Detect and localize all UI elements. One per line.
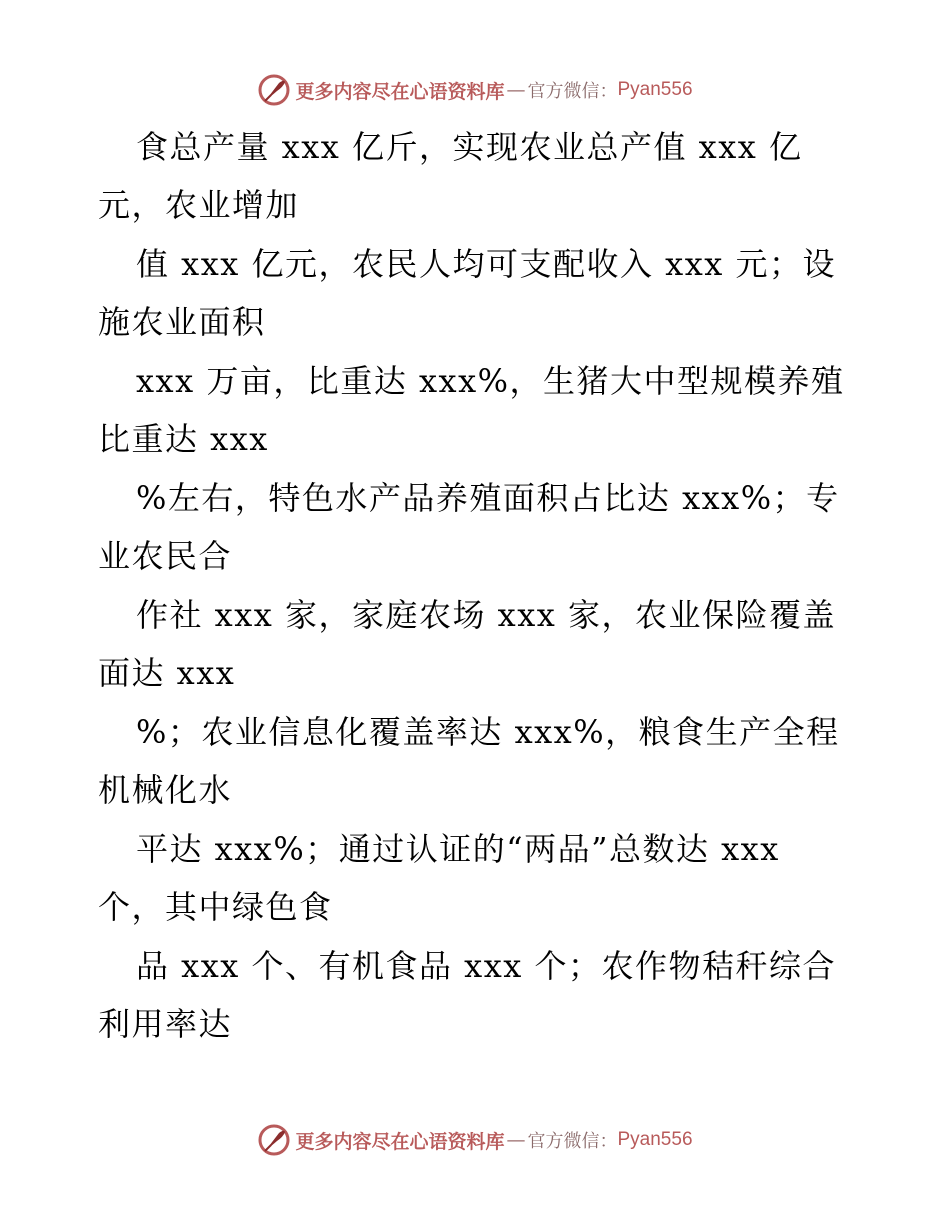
body-line: 机械化水 <box>98 771 233 809</box>
banner-wechat-label: 官方微信： <box>527 1131 618 1152</box>
body-line: 个，其中绿色食 <box>98 888 333 926</box>
body-line: 食总产量 xxx 亿斤，实现农业总产值 xxx 亿 <box>136 128 803 166</box>
body-line: %；农业信息化覆盖率达 xxx%，粮食生产全程 <box>136 713 840 751</box>
feather-quill-circle-icon <box>257 1123 291 1157</box>
banner-dash: — <box>506 79 526 101</box>
banner-wechat-label: 官方微信： <box>527 81 618 102</box>
header-watermark-banner <box>0 70 950 110</box>
banner-wechat-id: Pyan556 <box>617 79 693 100</box>
body-line: 比重达 xxx <box>98 420 269 458</box>
body-line: 面达 xxx <box>98 654 236 692</box>
banner-dash: — <box>506 1129 526 1151</box>
banner-wechat-id: Pyan556 <box>617 1129 693 1150</box>
feather-quill-circle-icon <box>257 73 291 107</box>
footer-watermark-banner <box>0 1120 950 1160</box>
body-line: 施农业面积 <box>98 303 266 341</box>
banner-title: 更多内容尽在心语资料库 <box>295 1130 505 1153</box>
body-line: %左右，特色水产品养殖面积占比达 xxx%；专 <box>136 479 840 517</box>
body-line: 业农民合 <box>98 537 233 575</box>
body-line: 元，农业增加 <box>98 186 300 224</box>
banner-title: 更多内容尽在心语资料库 <box>295 80 505 103</box>
body-line: 平达 xxx%；通过认证的“两品”总数达 xxx <box>136 830 780 868</box>
body-line: 值 xxx 亿元，农民人均可支配收入 xxx 元；设 <box>136 245 836 283</box>
body-line: xxx 万亩，比重达 xxx%，生猪大中型规模养殖 <box>136 362 845 400</box>
body-line: 作社 xxx 家，家庭农场 xxx 家，农业保险覆盖 <box>136 596 836 634</box>
body-line: 品 xxx 个、有机食品 xxx 个；农作物秸秆综合 <box>136 947 836 985</box>
body-line: 利用率达 <box>98 1005 233 1043</box>
